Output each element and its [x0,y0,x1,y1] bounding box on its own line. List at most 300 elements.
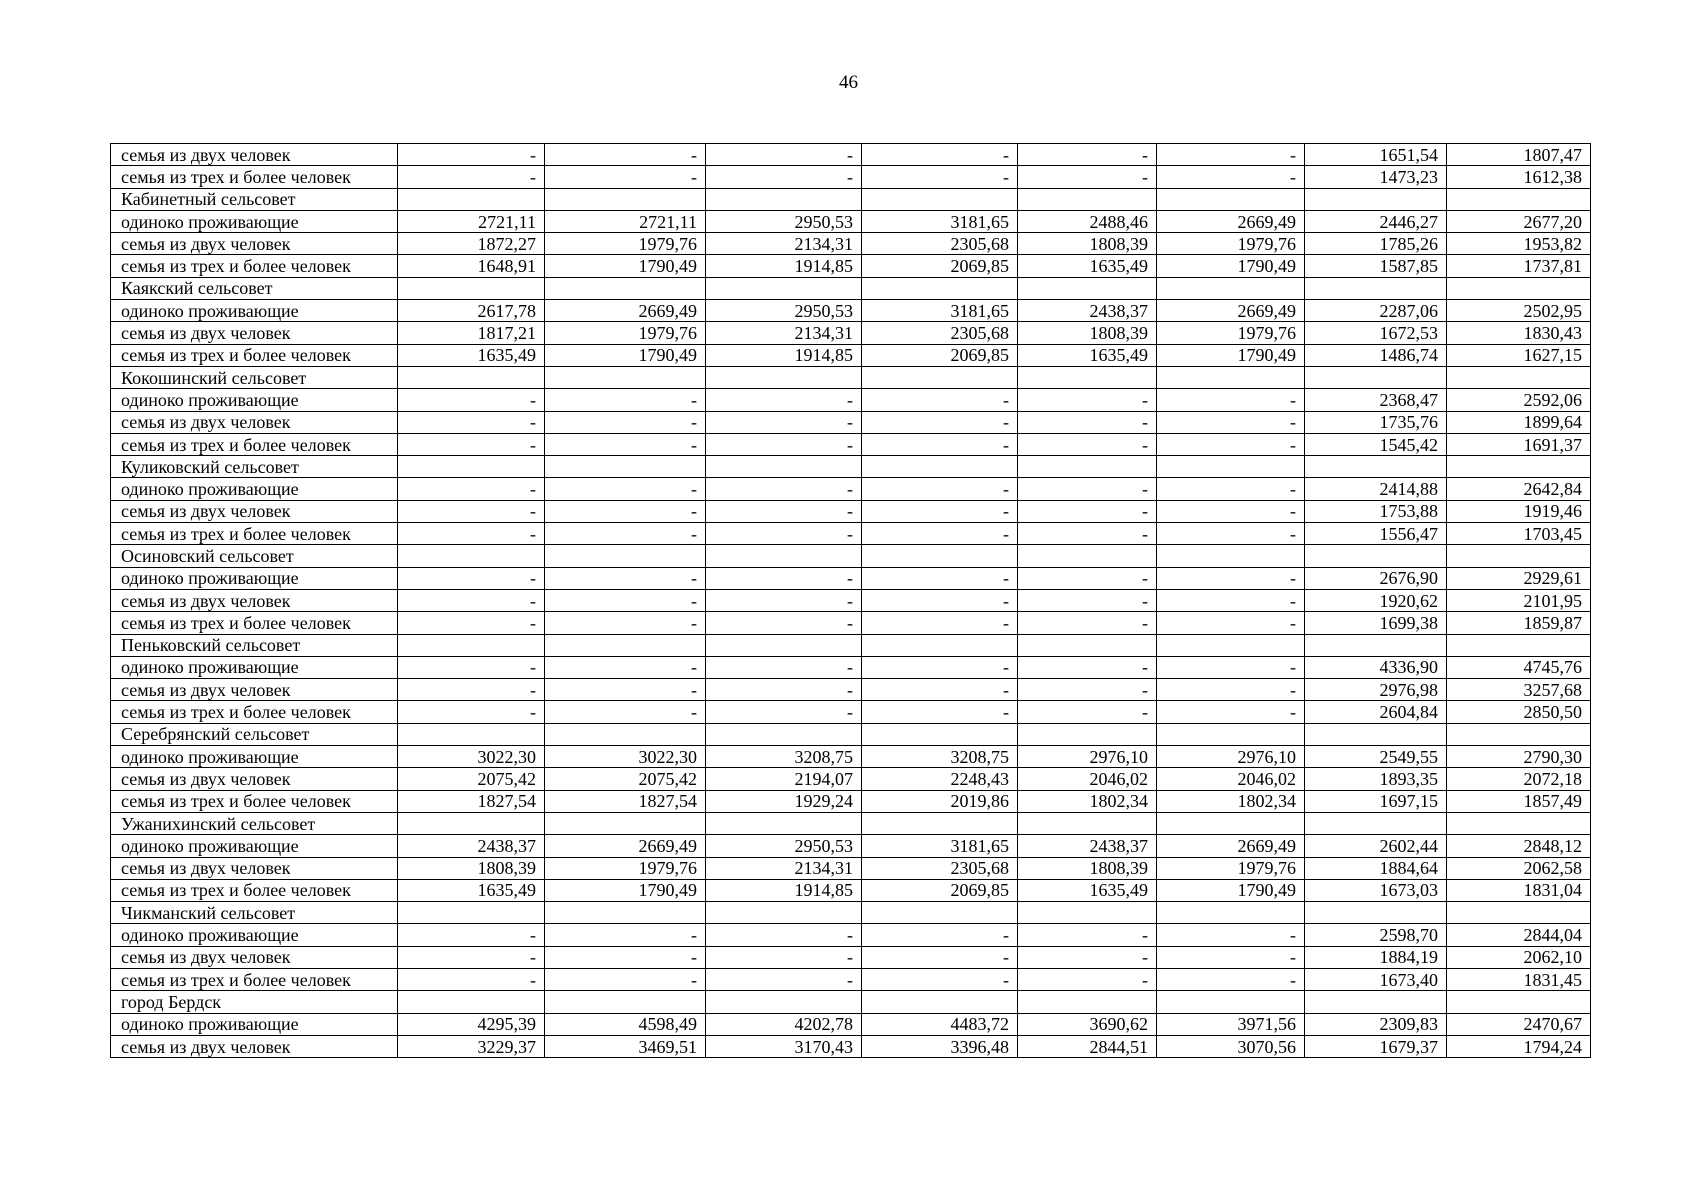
value-cell: 1790,49 [545,255,706,277]
value-cell: 1635,49 [1018,344,1157,366]
value-cell: 3257,68 [1447,679,1591,701]
value-cell: 2677,20 [1447,210,1591,232]
value-cell: 1857,49 [1447,790,1591,812]
value-cell: - [706,567,862,589]
value-cell: - [862,411,1018,433]
value-cell: 1914,85 [706,255,862,277]
value-cell: 1859,87 [1447,612,1591,634]
value-cell: - [862,523,1018,545]
value-cell: 2502,95 [1447,300,1591,322]
value-cell [1447,456,1591,478]
section-title: Кокошинский сельсовет [111,366,398,388]
section-header-row [111,991,1591,1013]
value-cell [398,188,545,210]
value-cell: 1735,76 [1305,411,1447,433]
value-cell: - [545,523,706,545]
table-row [111,433,1591,455]
value-cell: 2844,04 [1447,924,1591,946]
row-label: одиноко проживающие [111,210,398,232]
value-cell: 3181,65 [862,300,1018,322]
value-cell [1305,902,1447,924]
row-label: семья из трех и более человек [111,166,398,188]
value-cell [706,545,862,567]
row-label: семья из двух человек [111,322,398,344]
value-cell: - [545,946,706,968]
value-cell: - [398,567,545,589]
value-cell: 2305,68 [862,322,1018,344]
value-cell: 2075,42 [545,768,706,790]
value-cell: 2248,43 [862,768,1018,790]
value-cell: 1627,15 [1447,344,1591,366]
value-cell: - [1157,500,1305,522]
value-cell: - [1157,968,1305,990]
value-cell [398,456,545,478]
value-cell: 1802,34 [1018,790,1157,812]
value-cell: 1802,34 [1157,790,1305,812]
value-cell [706,902,862,924]
table-row [111,411,1591,433]
value-cell: - [1157,924,1305,946]
row-label: одиноко проживающие [111,746,398,768]
value-cell: 2194,07 [706,768,862,790]
value-cell [862,812,1018,834]
section-header-row [111,545,1591,567]
table-row [111,344,1591,366]
value-cell: 1808,39 [1018,857,1157,879]
value-cell [398,991,545,1013]
value-cell: 4336,90 [1305,656,1447,678]
value-cell: 1920,62 [1305,589,1447,611]
value-cell [1305,723,1447,745]
table-row [111,210,1591,232]
value-cell: 1893,35 [1305,768,1447,790]
table-row [111,1013,1591,1035]
value-cell: - [398,679,545,701]
value-cell [706,634,862,656]
value-cell: 2046,02 [1157,768,1305,790]
value-cell: 2019,86 [862,790,1018,812]
value-cell: 3181,65 [862,835,1018,857]
value-cell: - [1157,679,1305,701]
value-cell: - [862,589,1018,611]
value-cell: 2669,49 [545,835,706,857]
value-cell: 3070,56 [1157,1035,1305,1057]
section-title: Пеньковский сельсовет [111,634,398,656]
value-cell: - [1157,946,1305,968]
section-header-row [111,723,1591,745]
section-header-row [111,812,1591,834]
value-cell: - [706,389,862,411]
value-cell: - [545,389,706,411]
value-cell: 1737,81 [1447,255,1591,277]
value-cell: - [862,389,1018,411]
section-title: Чикманский сельсовет [111,902,398,924]
value-cell: 2602,44 [1305,835,1447,857]
value-cell: 2069,85 [862,255,1018,277]
value-cell: - [706,433,862,455]
value-cell: 1808,39 [1018,322,1157,344]
value-cell: 3229,37 [398,1035,545,1057]
table-row [111,612,1591,634]
value-cell: - [398,924,545,946]
value-cell: 2844,51 [1018,1035,1157,1057]
value-cell: - [545,567,706,589]
value-cell: - [1018,612,1157,634]
value-cell: 1817,21 [398,322,545,344]
table-row [111,233,1591,255]
value-cell: 1827,54 [398,790,545,812]
value-cell: - [1018,144,1157,166]
value-cell [1447,366,1591,388]
value-cell: - [862,144,1018,166]
value-cell: - [398,389,545,411]
value-cell [862,188,1018,210]
value-cell: - [1018,411,1157,433]
table-body [111,144,1591,1058]
value-cell: 2976,10 [1018,746,1157,768]
value-cell: 2062,58 [1447,857,1591,879]
value-cell: - [706,589,862,611]
value-cell [1447,902,1591,924]
value-cell: 1831,04 [1447,879,1591,901]
row-label: семья из трех и более человек [111,433,398,455]
value-cell: 1651,54 [1305,144,1447,166]
value-cell: - [398,946,545,968]
value-cell: 1979,76 [1157,322,1305,344]
value-cell: 2669,49 [1157,300,1305,322]
value-cell: 1703,45 [1447,523,1591,545]
value-cell: 1790,49 [1157,255,1305,277]
value-cell: 1979,76 [1157,857,1305,879]
value-cell: 1914,85 [706,344,862,366]
value-cell: 1808,39 [398,857,545,879]
value-cell: - [1157,389,1305,411]
value-cell: 2549,55 [1305,746,1447,768]
value-cell: - [706,946,862,968]
value-cell: - [1018,389,1157,411]
value-cell: 1648,91 [398,255,545,277]
value-cell: 4598,49 [545,1013,706,1035]
table-row [111,790,1591,812]
table-row [111,701,1591,723]
value-cell: - [1157,523,1305,545]
value-cell [1447,812,1591,834]
value-cell: - [862,656,1018,678]
value-cell [862,366,1018,388]
value-cell: - [1018,523,1157,545]
value-cell: - [1018,500,1157,522]
value-cell: 2438,37 [1018,835,1157,857]
value-cell [398,277,545,299]
row-label: семья из трех и более человек [111,523,398,545]
value-cell [862,902,1018,924]
value-cell: 2598,70 [1305,924,1447,946]
row-label: семья из двух человек [111,500,398,522]
value-cell: 2414,88 [1305,478,1447,500]
value-cell: - [398,701,545,723]
value-cell: 1679,37 [1305,1035,1447,1057]
value-cell: - [706,968,862,990]
value-cell: 1872,27 [398,233,545,255]
table-row [111,1035,1591,1057]
value-cell: 2669,49 [545,300,706,322]
value-cell [545,991,706,1013]
value-cell: 3208,75 [862,746,1018,768]
value-cell: - [1157,166,1305,188]
value-cell: - [1018,656,1157,678]
value-cell: - [545,166,706,188]
section-title: Серебрянский сельсовет [111,723,398,745]
value-cell: 2134,31 [706,233,862,255]
value-cell: - [862,968,1018,990]
value-cell [1157,277,1305,299]
row-label: семья из трех и более человек [111,701,398,723]
value-cell: - [545,433,706,455]
value-cell [1447,991,1591,1013]
row-label: одиноко проживающие [111,1013,398,1035]
value-cell [398,812,545,834]
section-header-row [111,634,1591,656]
value-cell [545,545,706,567]
table-row [111,478,1591,500]
value-cell [1157,812,1305,834]
value-cell [545,723,706,745]
value-cell [1305,366,1447,388]
value-cell: - [862,612,1018,634]
table-row [111,857,1591,879]
value-cell: - [1157,411,1305,433]
table-row [111,679,1591,701]
section-title: Осиновский сельсовет [111,545,398,567]
value-cell: 2438,37 [398,835,545,857]
value-cell: - [398,612,545,634]
value-cell: - [706,144,862,166]
value-cell: - [862,567,1018,589]
value-cell: - [545,656,706,678]
table-row [111,768,1591,790]
value-cell: 1899,64 [1447,411,1591,433]
value-cell: 2309,83 [1305,1013,1447,1035]
value-cell [1305,456,1447,478]
value-cell [1018,188,1157,210]
value-cell: - [706,656,862,678]
value-cell: 3208,75 [706,746,862,768]
value-cell: 2721,11 [545,210,706,232]
value-cell: - [545,612,706,634]
value-cell: - [545,679,706,701]
value-cell: - [1157,612,1305,634]
value-cell: 2046,02 [1018,768,1157,790]
value-cell: 2848,12 [1447,835,1591,857]
value-cell: - [706,679,862,701]
value-cell: 2368,47 [1305,389,1447,411]
value-cell: - [1157,144,1305,166]
value-cell: - [862,946,1018,968]
value-cell: 3022,30 [398,746,545,768]
value-cell: 2950,53 [706,210,862,232]
value-cell: 3690,62 [1018,1013,1157,1035]
value-cell: 1556,47 [1305,523,1447,545]
row-label: семья из двух человек [111,946,398,968]
value-cell: 2069,85 [862,344,1018,366]
value-cell: - [862,166,1018,188]
row-label: одиноко проживающие [111,389,398,411]
value-cell: - [1018,166,1157,188]
value-cell [862,991,1018,1013]
value-cell: - [1018,924,1157,946]
page-number: 46 [839,72,858,93]
value-cell: 2669,49 [1157,210,1305,232]
value-cell: 3469,51 [545,1035,706,1057]
value-cell: 2676,90 [1305,567,1447,589]
value-cell: 3022,30 [545,746,706,768]
section-title: Каякский сельсовет [111,277,398,299]
value-cell: 2287,06 [1305,300,1447,322]
value-cell: - [545,144,706,166]
row-label: одиноко проживающие [111,478,398,500]
table-row [111,255,1591,277]
value-cell: 2470,67 [1447,1013,1591,1035]
value-cell [706,723,862,745]
value-cell [398,366,545,388]
value-cell: 1673,03 [1305,879,1447,901]
value-cell: - [398,478,545,500]
value-cell [398,634,545,656]
table-row [111,144,1591,166]
value-cell: 1919,46 [1447,500,1591,522]
value-cell: - [1018,946,1157,968]
value-cell: 2134,31 [706,322,862,344]
value-cell: 2642,84 [1447,478,1591,500]
value-cell: 3971,56 [1157,1013,1305,1035]
table-row [111,523,1591,545]
value-cell: - [862,679,1018,701]
value-cell [862,277,1018,299]
value-cell: - [706,166,862,188]
value-cell [706,188,862,210]
value-cell: - [398,523,545,545]
value-cell: - [1018,968,1157,990]
value-cell: - [706,612,862,634]
value-cell: - [706,411,862,433]
value-cell: 2062,10 [1447,946,1591,968]
value-cell: 1884,64 [1305,857,1447,879]
value-cell [862,634,1018,656]
value-cell [1447,723,1591,745]
row-label: семья из трех и более человек [111,790,398,812]
row-label: одиноко проживающие [111,835,398,857]
value-cell: 1979,76 [545,857,706,879]
section-title: Ужанихинский сельсовет [111,812,398,834]
section-header-row [111,902,1591,924]
value-cell: - [398,144,545,166]
table-row [111,968,1591,990]
value-cell: - [862,500,1018,522]
value-cell [1157,634,1305,656]
row-label: семья из трех и более человек [111,255,398,277]
value-cell: 2305,68 [862,233,1018,255]
table-row [111,589,1591,611]
value-cell: - [706,523,862,545]
value-cell: - [545,478,706,500]
value-cell: 1831,45 [1447,968,1591,990]
value-cell: 1486,74 [1305,344,1447,366]
value-cell: 1914,85 [706,879,862,901]
value-cell [1157,545,1305,567]
value-cell: 1473,23 [1305,166,1447,188]
value-cell: 2604,84 [1305,701,1447,723]
value-cell: - [545,924,706,946]
value-cell [862,545,1018,567]
value-cell [1305,991,1447,1013]
value-cell [1018,366,1157,388]
value-cell: - [398,656,545,678]
value-cell: 2305,68 [862,857,1018,879]
section-title: Кабинетный сельсовет [111,188,398,210]
value-cell [1157,902,1305,924]
value-cell [1157,723,1305,745]
value-cell: 1808,39 [1018,233,1157,255]
value-cell: 2488,46 [1018,210,1157,232]
value-cell: 2134,31 [706,857,862,879]
value-cell [1305,812,1447,834]
value-cell: 2438,37 [1018,300,1157,322]
value-cell: - [706,500,862,522]
value-cell: 2101,95 [1447,589,1591,611]
value-cell: 2617,78 [398,300,545,322]
value-cell: 2976,10 [1157,746,1305,768]
value-cell: 1635,49 [398,344,545,366]
value-cell: - [1018,589,1157,611]
value-cell: - [862,924,1018,946]
value-cell: 2075,42 [398,768,545,790]
value-cell: 1807,47 [1447,144,1591,166]
value-cell: 1830,43 [1447,322,1591,344]
value-cell: 1953,82 [1447,233,1591,255]
value-cell [1018,545,1157,567]
value-cell [545,366,706,388]
table-row [111,924,1591,946]
row-label: семья из двух человек [111,768,398,790]
row-label: семья из трех и более человек [111,968,398,990]
value-cell: 1929,24 [706,790,862,812]
value-cell [706,812,862,834]
value-cell: 1790,49 [545,344,706,366]
value-cell: 2976,98 [1305,679,1447,701]
value-cell: - [706,701,862,723]
value-cell: 1785,26 [1305,233,1447,255]
row-label: одиноко проживающие [111,567,398,589]
row-label: семья из двух человек [111,144,398,166]
value-cell: - [706,478,862,500]
value-cell: - [1018,701,1157,723]
value-cell [545,634,706,656]
value-cell: - [1018,567,1157,589]
value-cell: - [398,968,545,990]
value-cell [1447,188,1591,210]
section-header-row [111,277,1591,299]
value-cell: - [862,701,1018,723]
tariff-table [110,143,1591,1058]
value-cell: - [1157,433,1305,455]
value-cell [1018,991,1157,1013]
value-cell: - [1018,433,1157,455]
value-cell: 4483,72 [862,1013,1018,1035]
value-cell: - [545,500,706,522]
value-cell [1157,188,1305,210]
value-cell: - [706,924,862,946]
value-cell: 1790,49 [1157,344,1305,366]
